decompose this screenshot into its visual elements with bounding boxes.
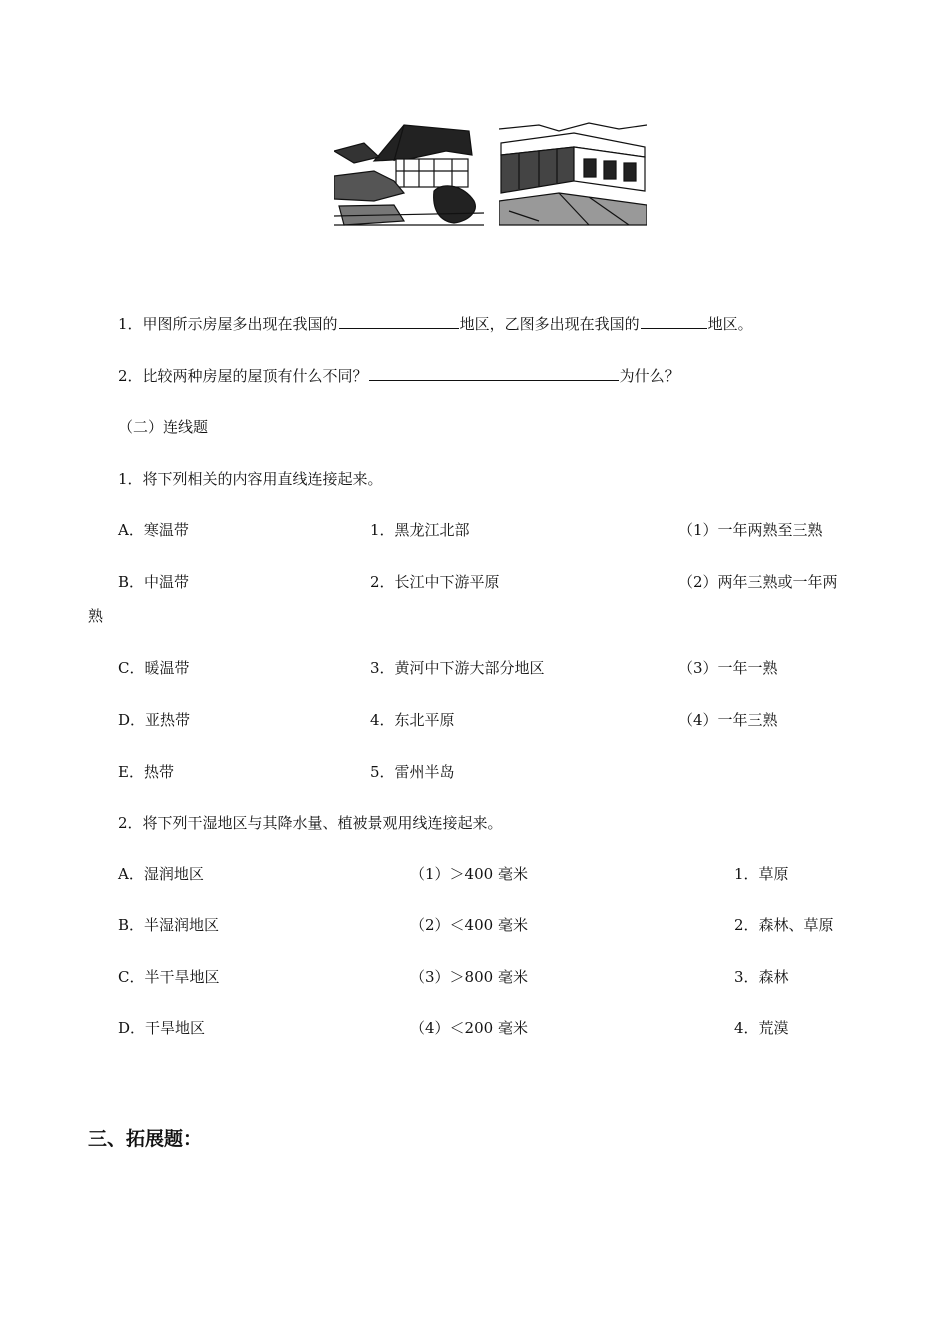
- match1-b-item: 4．东北平原: [370, 711, 455, 729]
- match2-b-item: （4）＜200 毫米: [410, 1019, 528, 1037]
- question-text: 甲图所示房屋多出现在我国的: [142, 315, 338, 333]
- match1-b-item: 1．黑龙江北部: [370, 521, 470, 539]
- match1-a-item: D．亚热带: [118, 711, 191, 729]
- match1-c-item: （3）一年一熟: [678, 659, 778, 677]
- match1-a-item: B．中温带: [118, 573, 190, 591]
- match1-b-item: 2．长江中下游平原: [370, 573, 500, 591]
- match1-c-item: （1）一年两熟至三熟: [678, 521, 823, 539]
- match1-c-item-wrap: 熟: [88, 607, 104, 625]
- match2-a-item: B．半湿润地区: [118, 916, 220, 934]
- match2-b-item: （3）＞800 毫米: [410, 968, 528, 986]
- question-text: 比较两种房屋的屋顶有什么不同？: [142, 367, 368, 385]
- fill-question-2: [118, 365, 680, 386]
- match1-a-item: A．寒温带: [118, 521, 189, 539]
- section-heading-extend: 三、拓展题：: [88, 1128, 203, 1150]
- match2-c-item: 3．森林: [734, 968, 789, 986]
- question-text: 地区。: [707, 315, 753, 333]
- match2-c-item: 2．森林、草原: [734, 916, 834, 934]
- section-heading-matching: （二）连线题: [118, 418, 209, 436]
- answer-blank[interactable]: [641, 313, 707, 329]
- match2-a-item: C．半干旱地区: [118, 968, 220, 986]
- match1-c-item: （4）一年三熟: [678, 711, 778, 729]
- match2-c-item: 4．荒漠: [734, 1019, 789, 1037]
- answer-blank[interactable]: [339, 313, 459, 329]
- answer-blank[interactable]: [369, 365, 619, 381]
- match2-prompt: 2．将下列干湿地区与其降水量、植被景观用线连接起来。: [118, 814, 503, 832]
- match2-a-item: D．干旱地区: [118, 1019, 206, 1037]
- match1-a-item: E．热带: [118, 763, 174, 781]
- match2-b-item: （1）＞400 毫米: [410, 865, 528, 883]
- match2-a-item: A．湿润地区: [118, 865, 204, 883]
- fill-question-1: [118, 313, 753, 334]
- match1-b-item: 3．黄河中下游大部分地区: [370, 659, 545, 677]
- question-text: 地区，乙图多出现在我国的: [459, 315, 640, 333]
- match1-b-item: 5．雷州半岛: [370, 763, 455, 781]
- match2-c-item: 1．草原: [734, 865, 789, 883]
- house-sketch-flat-roof: [499, 121, 647, 227]
- house-sketch-sloped-roof: [334, 121, 484, 227]
- question-number: 2．: [118, 367, 143, 385]
- question-number: 1．: [118, 315, 143, 333]
- question-text: 为什么？: [619, 367, 680, 385]
- match1-c-item: （2）两年三熟或一年两: [678, 573, 838, 591]
- match1-prompt: 1．将下列相关的内容用直线连接起来。: [118, 470, 383, 488]
- match2-b-item: （2）＜400 毫米: [410, 916, 528, 934]
- match1-a-item: C．暖温带: [118, 659, 190, 677]
